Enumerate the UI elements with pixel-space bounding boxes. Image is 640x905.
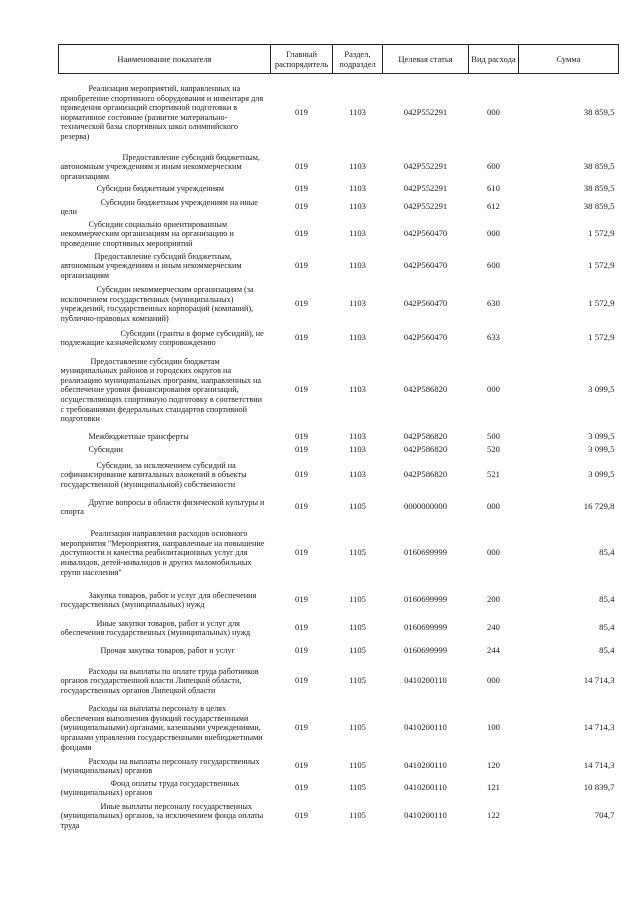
row-summa: 85,4 (599, 645, 615, 656)
row-vid: 000 (487, 384, 500, 395)
row-summa: 85,4 (599, 547, 615, 558)
table-row (59, 755, 619, 777)
row-name-text: Расходы на выплаты по оплате труда работников органов государственной власти Липецкой области, государственных органов Липецкой области (60, 666, 259, 696)
row-summa: 10 839,7 (583, 782, 615, 793)
row-glav: 019 (295, 201, 308, 212)
row-name-text: Иные закупки товаров, работ и услуг для обеспечения государственных (муниципальных) нужд (60, 618, 251, 638)
row-vid: 500 (487, 430, 500, 441)
table-row (59, 493, 619, 521)
row-name (59, 74, 271, 152)
row-razdel: 1105 (349, 760, 366, 771)
row-name-text: Реализация мероприятий, направленных на приобретение спортивного оборудования и инвентаря для приведения организаций спортивной подготовки в нормативное состояние (развитие материально-технической базы спортивных школ олимпийского резерва) (60, 83, 264, 141)
row-celevaya: 042P586820 (403, 444, 448, 455)
row-glav: 019 (295, 594, 308, 605)
row-vid: 000 (487, 501, 500, 512)
table-row (59, 182, 619, 196)
table-row (59, 250, 619, 282)
table-row (59, 326, 619, 350)
row-summa: 14 714,3 (583, 675, 615, 686)
table-row (59, 282, 619, 326)
row-glav: 019 (295, 622, 308, 633)
row-summa: 14 714,3 (583, 722, 615, 733)
row-vid: 121 (487, 782, 500, 793)
row-name-text: Субсидии некоммерческим организациям (за исключением государственных (муниципальных) учреждений, государственных корпораций (компаний), публично-правовых компаний) (60, 285, 254, 323)
row-summa: 3 099,5 (588, 444, 615, 455)
row-summa: 14 714,3 (583, 760, 615, 771)
table-row (59, 218, 619, 250)
row-name (59, 777, 271, 799)
row-celevaya: 042P552291 (403, 161, 448, 172)
row-summa: 38 859,5 (583, 106, 615, 117)
row-name-text: Реализация направления расходов основного мероприятия "Мероприятия, направленные на повышение доступности и качества реабилитационных услуг для инвалидов, детей-инвалидов и других маломобильных групп населения" (60, 529, 265, 577)
row-vid: 000 (487, 228, 500, 239)
row-celevaya: 0160699999 (404, 622, 447, 633)
row-summa: 85,4 (599, 594, 615, 605)
row-name-text: Расходы на выплаты персоналу государственных (муниципальных) органов (60, 756, 260, 776)
row-razdel: 1105 (349, 622, 366, 633)
header-vid: Вид расхода (469, 45, 519, 74)
row-glav: 019 (295, 384, 308, 395)
header-glav: Главный распорядитель (271, 45, 333, 74)
row-name (59, 250, 271, 282)
row-glav: 019 (295, 298, 308, 309)
table-row (59, 196, 619, 218)
row-vid: 000 (487, 106, 500, 117)
row-razdel: 1103 (349, 332, 366, 343)
row-glav: 019 (295, 430, 308, 441)
row-glav: 019 (295, 444, 308, 455)
row-razdel: 1103 (349, 430, 366, 441)
table-row (59, 457, 619, 493)
row-vid: 100 (487, 722, 500, 733)
table-row (59, 152, 619, 183)
row-name (59, 701, 271, 755)
row-name (59, 430, 271, 443)
row-name (59, 661, 271, 701)
row-name (59, 615, 271, 641)
row-celevaya: 0410200110 (404, 810, 447, 821)
table-row (59, 641, 619, 661)
table-row (59, 430, 619, 443)
row-summa: 1 572,9 (588, 260, 615, 271)
header-razdel: Раздел, подраздел (333, 45, 383, 74)
row-celevaya: 0160699999 (404, 645, 447, 656)
row-name-text: Прочая закупка товаров, работ и услуг (100, 646, 235, 656)
row-razdel: 1103 (349, 228, 366, 239)
row-vid: 600 (487, 260, 500, 271)
table-row (59, 585, 619, 615)
table-row (59, 701, 619, 755)
row-name-text: Предоставление субсидий бюджетным, автономным учреждениям и иным некоммерческим организациям (60, 251, 242, 281)
row-celevaya: 0160699999 (404, 594, 447, 605)
row-celevaya: 042P586820 (403, 469, 448, 480)
row-name-text: Субсидии социально ориентированным некоммерческим организациям на организацию и проведение спортивных мероприятий (60, 219, 234, 249)
row-name-text: Закупка товаров, работ и услуг для обеспечения государственных (муниципальных) нужд (60, 590, 257, 610)
table-row (59, 799, 619, 833)
row-vid: 633 (487, 332, 500, 343)
row-vid: 244 (487, 645, 500, 656)
row-glav: 019 (295, 722, 308, 733)
row-celevaya: 042P560470 (403, 298, 448, 309)
row-summa: 704,7 (594, 810, 615, 821)
row-name (59, 196, 271, 218)
row-summa: 16 729,8 (583, 501, 615, 512)
row-celevaya: 0000000000 (404, 501, 447, 512)
row-glav: 019 (295, 501, 308, 512)
row-celevaya: 042P560470 (403, 260, 448, 271)
header-celevaya: Целевая статья (383, 45, 469, 74)
row-vid: 240 (487, 622, 500, 633)
budget-table (58, 44, 619, 833)
row-name-text: Субсидии (гранты в форме субсидий), не подлежащие казначейскому сопровождению (60, 328, 264, 348)
row-name-text: Субсидии бюджетным учреждениям на иные цели (60, 197, 258, 217)
row-name-text: Субсидии (88, 445, 123, 455)
row-name-text: Субсидии, за исключением субсидий на софинансирование капитальных вложений в объекты государственной (муниципальной) собственности (60, 460, 247, 490)
row-glav: 019 (295, 228, 308, 239)
row-celevaya: 042P586820 (403, 430, 448, 441)
row-vid: 122 (487, 810, 500, 821)
row-vid: 600 (487, 161, 500, 172)
row-razdel: 1103 (349, 384, 366, 395)
row-name-text: Межбюджетные трансферты (88, 431, 189, 441)
row-celevaya: 042P552291 (403, 201, 448, 212)
row-summa: 38 859,5 (583, 201, 615, 212)
row-celevaya: 042P552291 (403, 106, 448, 117)
row-glav: 019 (295, 469, 308, 480)
row-name (59, 641, 271, 661)
row-razdel: 1103 (349, 444, 366, 455)
row-glav: 019 (295, 161, 308, 172)
row-razdel: 1105 (349, 594, 366, 605)
row-celevaya: 0410200110 (404, 760, 447, 771)
row-name-text: Другие вопросы в области физической культуры и спорта (60, 497, 265, 517)
row-glav: 019 (295, 183, 308, 194)
row-name-text: Субсидии бюджетным учреждениям (96, 184, 224, 194)
row-razdel: 1103 (349, 183, 366, 194)
row-razdel: 1105 (349, 547, 366, 558)
row-razdel: 1105 (349, 782, 366, 793)
header-summa: Сумма (519, 45, 619, 74)
row-razdel: 1105 (349, 722, 366, 733)
table-header (59, 45, 619, 74)
row-name-text: Иные выплаты персоналу государственных (муниципальных) органов, за исключением фонда оплаты труда (60, 801, 264, 831)
row-name (59, 755, 271, 777)
row-celevaya: 042P560470 (403, 228, 448, 239)
row-summa: 3 099,5 (588, 430, 615, 441)
row-name-text: Предоставление субсидии бюджетам муниципальных районов и городских округов на реализацию муниципальных программ, направленных на обеспечение уровня финансирования организаций, осуществляющих спортивную подготовку в соответствии с требованиями федеральных стандартов спортивной подготовки (60, 356, 263, 424)
row-summa: 1 572,9 (588, 228, 615, 239)
row-name (59, 152, 271, 183)
row-celevaya: 042P586820 (403, 384, 448, 395)
row-vid: 520 (487, 444, 500, 455)
row-glav: 019 (295, 645, 308, 656)
table-row (59, 661, 619, 701)
row-name (59, 182, 271, 196)
row-glav: 019 (295, 332, 308, 343)
row-name-text: Фонд оплаты труда государственных (муниципальных) органов (60, 778, 240, 798)
table-row (59, 74, 619, 152)
row-celevaya: 042P560470 (403, 332, 448, 343)
row-summa: 38 859,5 (583, 183, 615, 194)
row-celevaya: 0160699999 (404, 547, 447, 558)
row-name-text: Предоставление субсидий бюджетным, автономным учреждениям и иным некоммерческим организациям (60, 152, 260, 181)
header-name: Наименование показателя (59, 45, 271, 74)
row-glav: 019 (295, 260, 308, 271)
row-vid: 200 (487, 594, 500, 605)
row-name (59, 799, 271, 833)
table-row (59, 350, 619, 430)
row-vid: 610 (487, 183, 500, 194)
row-summa: 1 572,9 (588, 298, 615, 309)
row-glav: 019 (295, 547, 308, 558)
table-row (59, 521, 619, 585)
row-vid: 612 (487, 201, 500, 212)
row-name (59, 350, 271, 430)
row-glav: 019 (295, 810, 308, 821)
row-name (59, 443, 271, 457)
row-summa: 38 859,5 (583, 161, 615, 172)
row-celevaya: 0410200110 (404, 722, 447, 733)
row-summa: 85,4 (599, 622, 615, 633)
row-name (59, 493, 271, 521)
row-name (59, 521, 271, 585)
row-razdel: 1103 (349, 298, 366, 309)
row-razdel: 1105 (349, 675, 366, 686)
row-glav: 019 (295, 782, 308, 793)
row-summa: 3 099,5 (588, 469, 615, 480)
row-name (59, 585, 271, 615)
header-row (59, 45, 619, 74)
row-vid: 630 (487, 298, 500, 309)
row-razdel: 1103 (349, 201, 366, 212)
row-razdel: 1103 (349, 161, 366, 172)
row-vid: 521 (487, 469, 500, 480)
row-celevaya: 042P552291 (403, 183, 448, 194)
table-row (59, 615, 619, 641)
row-name (59, 457, 271, 493)
row-summa: 3 099,5 (588, 384, 615, 395)
row-name (59, 218, 271, 250)
table-body (59, 74, 619, 834)
row-celevaya: 0410200110 (404, 675, 447, 686)
table-row (59, 443, 619, 457)
row-glav: 019 (295, 760, 308, 771)
row-razdel: 1103 (349, 469, 366, 480)
row-vid: 000 (487, 675, 500, 686)
row-glav: 019 (295, 106, 308, 117)
row-name (59, 326, 271, 350)
table-row (59, 777, 619, 799)
row-razdel: 1103 (349, 106, 366, 117)
row-name (59, 282, 271, 326)
row-name-text: Расходы на выплаты персоналу в целях обеспечения выполнения функций государственными (муниципальными) органами, казенными учреждениями, органами управления государственными внебюджетными фондами (60, 704, 263, 752)
row-razdel: 1105 (349, 501, 366, 512)
row-razdel: 1103 (349, 260, 366, 271)
row-vid: 000 (487, 547, 500, 558)
row-razdel: 1105 (349, 810, 366, 821)
row-razdel: 1105 (349, 645, 366, 656)
row-celevaya: 0410200110 (404, 782, 447, 793)
row-summa: 1 572,9 (588, 332, 615, 343)
budget-table-sheet (58, 44, 618, 833)
row-vid: 120 (487, 760, 500, 771)
row-glav: 019 (295, 675, 308, 686)
